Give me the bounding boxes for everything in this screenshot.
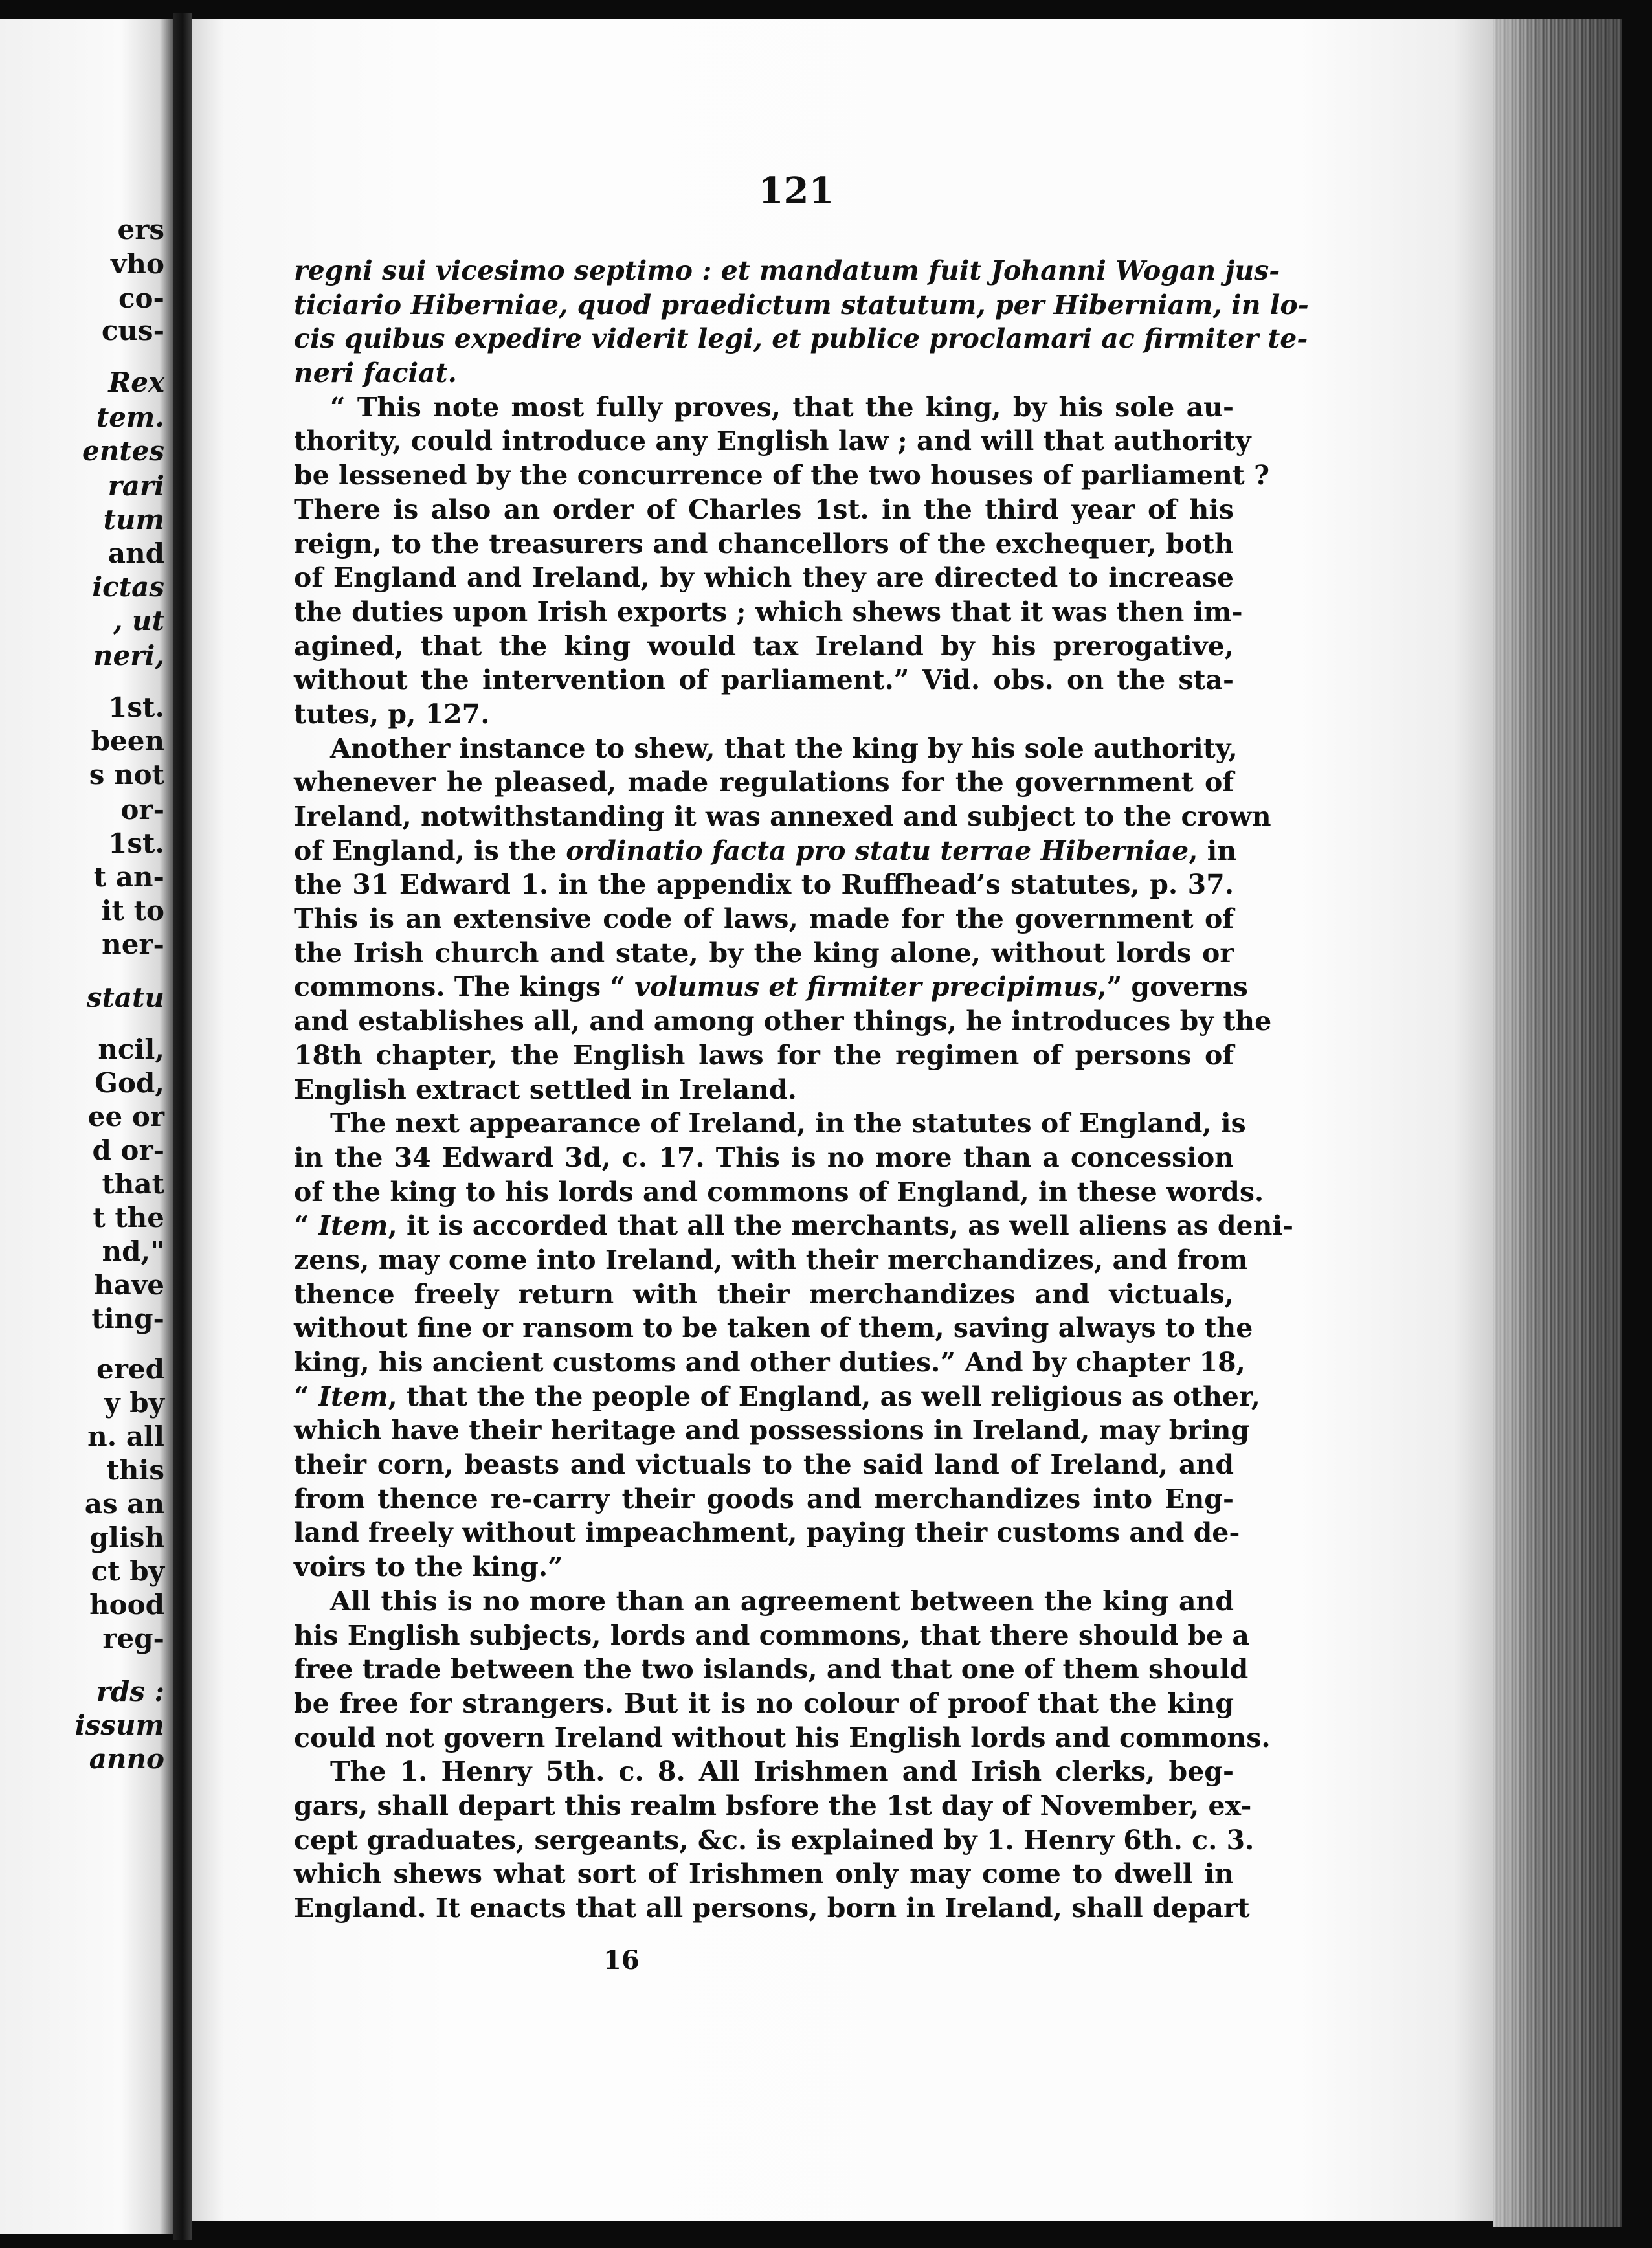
margin-fragment: ers — [117, 214, 164, 245]
margin-fragment: ered — [96, 1353, 164, 1385]
text-segment: Item — [318, 1380, 388, 1412]
margin-fragment: been — [91, 725, 164, 757]
margin-fragment: that — [102, 1168, 164, 1200]
text-segment: reign, to the treasurers and chancellors of the exchequer, both — [294, 528, 1234, 559]
text-segment: “ — [294, 1380, 318, 1412]
text-line — [294, 1311, 1253, 1345]
text-segment: ,” governs — [1097, 971, 1248, 1003]
text-line — [294, 390, 1234, 425]
text-segment: tutes, p, 127. — [294, 698, 490, 730]
text-line — [294, 1891, 1250, 1926]
text-segment: , in — [1189, 835, 1237, 866]
text-line — [294, 254, 1280, 288]
text-line — [294, 1687, 1234, 1721]
text-line — [294, 288, 1309, 322]
margin-fragment: t an- — [93, 861, 164, 893]
text-segment: his English subjects, lords and commons, that there should be a — [294, 1619, 1249, 1651]
text-line — [294, 1619, 1249, 1653]
margin-fragment: t the — [93, 1202, 164, 1233]
text-line — [294, 1721, 1271, 1755]
text-line — [294, 765, 1234, 800]
text-line — [294, 1039, 1234, 1073]
margin-fragment: ictas — [92, 571, 164, 603]
text-segment: of England, is the — [294, 835, 566, 866]
text-line — [294, 902, 1234, 936]
text-line — [294, 1141, 1234, 1175]
text-segment: “ This note most fully proves, that the king, by his sole au- — [330, 391, 1234, 423]
margin-fragment: d or- — [92, 1134, 164, 1166]
text-line — [294, 1004, 1272, 1039]
text-segment: land freely without impeachment, paying their customs and de- — [294, 1517, 1240, 1549]
text-line — [294, 1448, 1234, 1482]
margin-fragment: ting- — [91, 1303, 164, 1334]
text-segment: gars, shall depart this realm bsfore the 1st day of November, ex- — [294, 1790, 1252, 1821]
text-line — [294, 1823, 1255, 1858]
text-segment: The next appearance of Ireland, in the statutes of England, is — [330, 1108, 1246, 1140]
text-segment: thence freely return with their merchandizes and victuals, — [294, 1278, 1234, 1310]
text-segment: Ireland, notwithstanding it was annexed and subject to the crown — [294, 801, 1271, 832]
text-segment: without the intervention of parliament.” Vid. obs. on the sta- — [294, 664, 1234, 696]
margin-fragment: n. all — [87, 1421, 164, 1452]
margin-fragment: Rex — [108, 366, 164, 398]
text-segment: cept graduates, sergeants, &c. is explained by 1. Henry 6th. c. 3. — [294, 1824, 1255, 1856]
text-segment: be free for strangers. But it is no colour of proof that the king — [294, 1687, 1234, 1719]
text-line — [294, 1380, 1260, 1414]
text-line — [294, 629, 1234, 664]
margin-fragment: nd," — [102, 1235, 164, 1267]
text-segment: voirs to the king.” — [294, 1551, 563, 1583]
margin-fragment: statu — [86, 982, 164, 1013]
text-segment: England. It enacts that all persons, born in Ireland, shall depart — [294, 1893, 1250, 1924]
text-segment: of England and Ireland, by which they are directed to increase — [294, 562, 1234, 594]
book-gutter — [173, 13, 192, 2240]
text-segment: of the king to his lords and commons of England, in these words. — [294, 1176, 1264, 1208]
left-facing-page — [0, 19, 173, 2234]
text-line — [294, 732, 1238, 766]
text-segment: king, his ancient customs and other duties.” And by chapter 18, — [294, 1347, 1245, 1378]
margin-fragment: ee or — [87, 1101, 164, 1132]
text-segment: “ — [294, 1210, 318, 1242]
text-segment: All this is no more than an agreement between the king and — [330, 1585, 1234, 1617]
text-segment: regni sui vicesimo septimo : et mandatum fuit Johanni Wogan jus- — [294, 255, 1280, 286]
margin-fragment: ct by — [91, 1555, 164, 1587]
text-segment: thority, could introduce any English law ; and will that authority — [294, 425, 1251, 457]
text-line — [294, 1652, 1249, 1687]
text-line — [294, 1516, 1240, 1550]
text-line — [294, 1550, 1234, 1584]
text-segment: , that the the people of England, as well religious as other, — [388, 1380, 1260, 1412]
text-segment: There is also an order of Charles 1st. in the third year of his — [294, 493, 1234, 525]
text-line — [294, 1345, 1245, 1380]
margin-fragment: cus- — [101, 315, 164, 346]
text-segment: which have their heritage and possessions in Ireland, may bring — [294, 1415, 1250, 1446]
text-line — [294, 322, 1308, 356]
text-line — [294, 663, 1234, 697]
margin-fragment: ner- — [102, 928, 164, 960]
text-line — [294, 800, 1271, 834]
text-segment: zens, may come into Ireland, with their merchandizes, and from — [294, 1244, 1248, 1276]
margin-fragment: tum — [103, 504, 164, 535]
text-line — [294, 1277, 1234, 1312]
margin-fragment: it to — [101, 895, 164, 927]
margin-fragment: vho — [111, 248, 164, 280]
text-line — [294, 493, 1234, 527]
signature-mark: 16 — [603, 1945, 640, 1975]
text-segment: which shews what sort of Irishmen only may come to dwell in — [294, 1858, 1234, 1890]
text-line — [294, 1175, 1264, 1209]
body-text — [294, 254, 1309, 1926]
text-segment: Item — [318, 1210, 388, 1242]
text-segment: agined, that the king would tax Ireland by his prerogative, — [294, 630, 1234, 662]
text-line — [294, 1857, 1234, 1891]
margin-fragment: rds : — [96, 1676, 164, 1707]
margin-fragment: have — [94, 1269, 164, 1301]
text-line — [294, 1789, 1252, 1823]
text-segment: 18th chapter, the English laws for the regimen of persons of — [294, 1039, 1234, 1071]
text-line — [294, 1107, 1246, 1141]
text-segment: This is an extensive code of laws, made for the government of — [294, 903, 1234, 935]
margin-fragment: 1st. — [108, 691, 164, 723]
text-segment: whenever he pleased, made regulations for the government of — [294, 767, 1234, 798]
text-line — [294, 1209, 1294, 1243]
text-line — [294, 356, 1234, 390]
margin-fragment: ncil, — [98, 1033, 164, 1065]
text-line — [294, 458, 1269, 493]
text-line — [294, 1482, 1234, 1516]
text-segment: cis quibus expedire viderit legi, et publice proclamari ac firmiter te- — [294, 323, 1308, 355]
margin-fragment: reg- — [102, 1623, 164, 1654]
page-edges-shading — [1493, 19, 1622, 2227]
text-segment: commons. The kings “ — [294, 971, 635, 1003]
text-segment: in the 34 Edward 3d, c. 17. This is no more than a concession — [294, 1141, 1234, 1173]
text-line — [294, 1073, 1234, 1107]
margin-fragment: rari — [107, 470, 164, 502]
margin-fragment: issum — [74, 1709, 164, 1741]
margin-fragment: entes — [82, 435, 164, 467]
text-segment: free trade between the two islands, and that one of them should — [294, 1654, 1249, 1685]
text-segment: ordinatio facta pro statu terrae Hiberniae — [566, 835, 1189, 866]
text-segment: could not govern Ireland without his English lords and commons. — [294, 1722, 1271, 1753]
text-line — [294, 424, 1251, 458]
text-line — [294, 561, 1234, 595]
page-number: 121 — [758, 170, 834, 212]
margin-fragment: 1st. — [108, 827, 164, 859]
margin-fragment: as an — [84, 1488, 164, 1520]
text-segment: their corn, beasts and victuals to the said land of Ireland, and — [294, 1449, 1234, 1481]
text-segment: the 31 Edward 1. in the appendix to Ruffhead’s statutes, p. 37. — [294, 869, 1234, 901]
margin-fragment: anno — [89, 1743, 164, 1775]
text-segment: the Irish church and state, by the king alone, without lords or — [294, 937, 1234, 969]
margin-fragment: God, — [95, 1067, 164, 1099]
text-line — [294, 1413, 1250, 1448]
text-segment: neri faciat. — [294, 357, 457, 389]
text-line — [294, 936, 1234, 971]
text-line — [294, 1584, 1234, 1619]
margin-fragment: y by — [104, 1387, 164, 1419]
text-segment: from thence re-carry their goods and merchandizes into Eng- — [294, 1483, 1234, 1514]
text-segment: without fine or ransom to be taken of them, saving always to the — [294, 1312, 1253, 1344]
text-segment: be lessened by the concurrence of the two houses of parliament ? — [294, 460, 1269, 491]
text-line — [294, 868, 1234, 902]
text-segment: Another instance to shew, that the king by his sole authority, — [330, 732, 1238, 764]
margin-fragment: and — [107, 537, 164, 569]
text-line — [294, 970, 1248, 1004]
text-segment: the duties upon Irish exports ; which shews that it was then im- — [294, 596, 1243, 627]
margin-fragment: , ut — [113, 605, 164, 636]
margin-fragment: neri, — [93, 640, 164, 671]
margin-fragment: tem. — [96, 401, 164, 433]
text-segment: and establishes all, and among other things, he introduces by the — [294, 1006, 1272, 1037]
margin-fragment: or- — [120, 794, 164, 826]
text-segment: ticiario Hiberniae, quod praedictum statutum, per Hiberniam, in lo- — [294, 289, 1309, 320]
text-line — [294, 834, 1237, 868]
text-segment: volumus et firmiter precipimus — [634, 971, 1098, 1003]
margin-fragment: hood — [89, 1589, 164, 1621]
margin-fragment: s not — [89, 759, 164, 791]
text-segment: English extract settled in Ireland. — [294, 1073, 797, 1105]
text-segment: , it is accorded that all the merchants, as well aliens as deni- — [388, 1210, 1294, 1242]
margin-fragment: this — [106, 1454, 164, 1486]
text-line — [294, 697, 1234, 732]
text-line — [294, 1755, 1234, 1789]
text-line — [294, 595, 1243, 629]
margin-fragment: co- — [118, 282, 164, 314]
text-line — [294, 527, 1234, 561]
text-line — [294, 1243, 1248, 1277]
margin-fragment: glish — [89, 1522, 164, 1553]
text-segment: The 1. Henry 5th. c. 8. All Irishmen and Irish clerks, beg- — [330, 1756, 1234, 1788]
